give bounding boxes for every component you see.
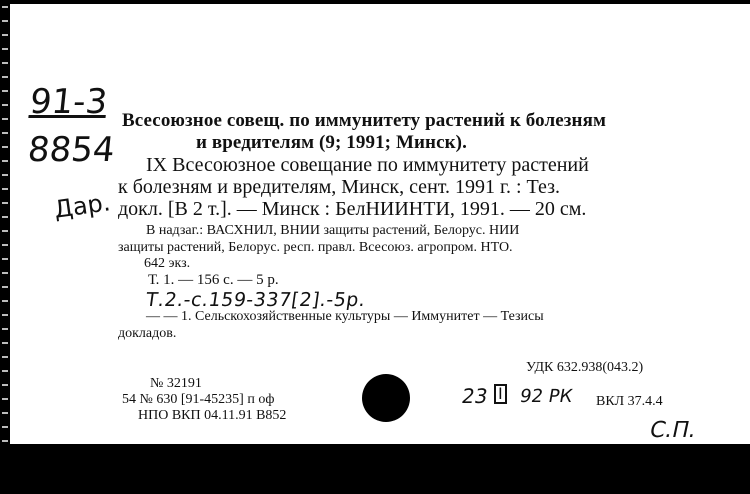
footer-npo: НПО ВКП 04.11.91 В852 (138, 408, 287, 423)
scan-edge-tick (2, 272, 8, 274)
scan-edge-tick (2, 230, 8, 232)
heading-line2: и вредителям (9; 1991; Минск). (196, 132, 467, 153)
scan-edge-tick (2, 174, 8, 176)
scan-bottom-band (0, 444, 750, 494)
scan-edge-tick (2, 202, 8, 204)
stamp-box-label: I (494, 384, 507, 404)
scan-edge-tick (2, 426, 8, 428)
volume2-handwritten: Т.2.-с.159-337[2].-5р. (144, 289, 368, 311)
scan-edge-tick (2, 20, 8, 22)
scan-edge-tick (2, 412, 8, 414)
scan-edge-tick (2, 6, 8, 8)
volume1-info: Т. 1. — 156 с. — 5 р. (148, 272, 279, 288)
scan-edge-tick (2, 384, 8, 386)
scan-edge-strip (0, 0, 10, 494)
scan-edge-tick (2, 356, 8, 358)
catalog-card (10, 4, 750, 444)
scan-edge-tick (2, 342, 8, 344)
stamp-handwritten-mid: 92 РК (518, 386, 575, 407)
scan-edge-tick (2, 76, 8, 78)
scan-edge-tick (2, 160, 8, 162)
stamp-handwritten-left: 23 (459, 384, 490, 408)
subject-line2: докладов. (118, 326, 177, 341)
heading-line1: Всесоюзное совещ. по иммунитету растений к болезням (122, 110, 606, 131)
scan-edge-tick (2, 286, 8, 288)
scan-edge-tick (2, 370, 8, 372)
shelfmark-line2: 8854 (25, 130, 117, 170)
scan-edge-tick (2, 314, 8, 316)
description-line2: к болезням и вредителям, Минск, сент. 1991 г. : Тез. (118, 176, 560, 198)
scan-edge-tick (2, 48, 8, 50)
notes-line1: В надзаг.: ВАСХНИЛ, ВНИИ защиты растений, Белорус. НИИ (146, 223, 520, 238)
scan-edge-tick (2, 34, 8, 36)
scan-edge-tick (2, 104, 8, 106)
scan-edge-tick (2, 90, 8, 92)
scan-edge-tick (2, 328, 8, 330)
scan-edge-tick (2, 440, 8, 442)
stamp-printed: ВКЛ 37.4.4 (596, 394, 663, 409)
shelfmark-line1: 91-3 (27, 82, 110, 122)
scan-edge-tick (2, 146, 8, 148)
scan-edge-tick (2, 300, 8, 302)
scan-edge-tick (2, 62, 8, 64)
scan-edge-tick (2, 188, 8, 190)
scan-edge-tick (2, 132, 8, 134)
scan-edge-tick (2, 398, 8, 400)
udk-code: УДК 632.938(043.2) (526, 360, 644, 375)
notes-line2: защиты растений, Белорус. респ. правл. Всесоюз. агропром. НТО. (118, 240, 513, 255)
copies-count: 642 экз. (144, 256, 191, 271)
footer-order: 54 № 630 [91-45235] п оф (122, 392, 275, 407)
shelfmark-note: Дар. (52, 188, 113, 224)
footer-number: № 32191 (150, 376, 202, 391)
scan-edge-tick (2, 258, 8, 260)
stamp-box (494, 384, 507, 404)
subject-line1: — — 1. Сельскохозяйственные культуры — Иммунитет — Тезисы (146, 309, 544, 324)
punch-hole (362, 374, 410, 422)
description-line1: IX Всесоюзное совещание по иммунитету растений (146, 154, 589, 176)
scan-edge-tick (2, 216, 8, 218)
description-line3: докл. [В 2 т.]. — Минск : БелНИИНТИ, 1991. — 20 см. (118, 198, 587, 220)
scan-edge-tick (2, 244, 8, 246)
scan-edge-tick (2, 118, 8, 120)
stamp-initials: С.П. (647, 418, 699, 443)
